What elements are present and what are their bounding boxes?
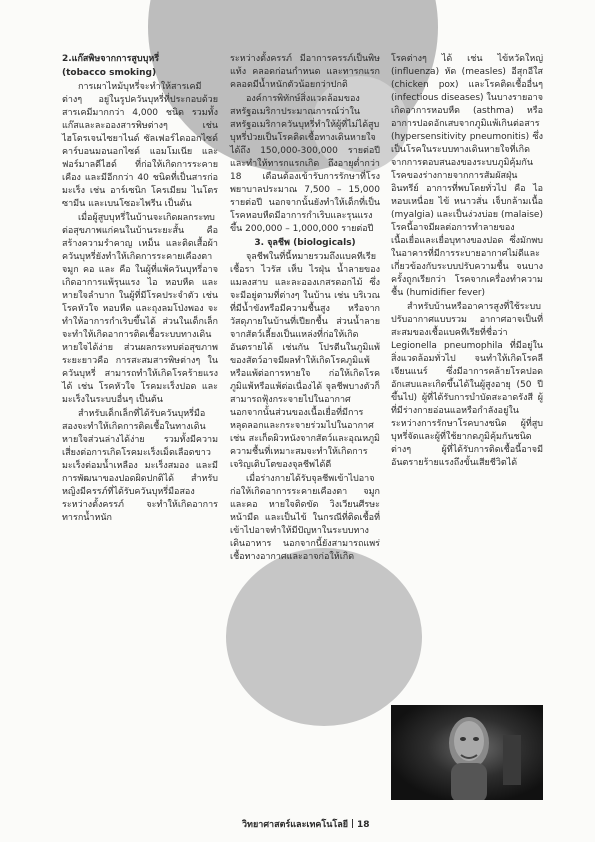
paragraph: องค์การพิทักษ์สิ่งแวดล้อมของสหรัฐอเมริกาประมาณการณ์ว่าในสหรัฐอเมริกาควันบุหรี่ทำให้ผู้ที่ไม่ได้สูบบุหรี่ป่วยเป็นโรคติดเชื้อทางเดินหายใจได้ถึง 150,000-300,000 รายต่อปี และทำให้ทารกแรกเกิด ถึงอายุต่ำกว่า 18 เดือนต้องเข้ารับการรักษาที่โรงพยาบาลประมาณ 7,500 – 15,000 รายต่อปี นอกจากนั้นยังทำให้เด็กที่เป็นโรคหอบหืดมีอาการกำเริบและรุนแรงขึ้น 200,000 – 1,000,000 รายต่อปี	[230, 94, 380, 234]
section-heading-biologicals: 3. จุลชีพ (biologicals)	[254, 238, 356, 248]
page-footer	[242, 817, 372, 831]
section-heading-tobacco: 2.แก๊สพิษจากการสูบบุหรี่	[62, 54, 160, 64]
paragraph: สำหรับบ้านหรืออาคารสูงที่ใช้ระบบปรับอากาศแบบรวม อากาศอาจเป็นที่สะสมของเชื้อแบคทีเรียที่ชื่อว่า Legionella pneumophila ที่มีอยู่ในสิ่งแวดล้อมทั่วไป จนทำให้เกิดโรคลีเจียนแนร์ ซึ่งมีอาการคล้ายโรคปอดอักเสบและเกิดขึ้นได้ในผู้สูงอายุ (50 ปีขึ้นไป) ผู้ที่ได้รับการบำบัดสะอาดรังสี ผู้ที่มีร่างกายอ่อนแอหรือกำลังอยู่ในระหว่างการรักษาโรคบางชนิด ผู้ที่สูบบุหรี่จัดและผู้ที่ใช้ยากดภูมิคุ้มกันชนิดต่างๆ ผู้ที่ได้รับการติดเชื้อนี้อาจมีอันตรายร้ายแรงถึงขั้นเสียชีวิตได้	[391, 302, 543, 468]
page-number: 18	[357, 820, 370, 830]
column-middle	[230, 53, 380, 565]
paragraph: เมื่อผู้สูบบุหรี่ในบ้านจะเกิดผลกระทบต่อสุขภาพแก่คนในบ้านระยะสั้น คือ สร้างความรำคาญ เหม็น และติดเสื้อผ้า ควันบุหรี่ยังทำให้เกิดการระคายเคืองตา จมูก คอ และ คือ ในผู้ที่แพ้ควันบุหรี่อาจเกิดอาการแพ้รุนแรง ไอ หอบหืด และหายใจลำบาก ในผู้ที่มีโรคประจำตัว เช่น โรคหัวใจ หอบหืด และถุงลมโป่งพอง จะทำให้อาการกำเริบขึ้นได้ ส่วนในเด็กเล็กจะทำให้เกิดอาการติดเชื้อระบบทางเดินหายใจได้ง่าย ส่วนผลกระทบต่อสุขภาพระยะยาวคือ การสะสมสารพิษต่างๆ ในควันบุหรี่ สามารถทำให้เกิดโรคร้ายแรงได้ เช่น โรคหัวใจ โรคมะเร็งปอด และมะเร็งในระบบอื่นๆ เป็นต้น	[62, 213, 218, 405]
paragraph: จุลชีพในที่นี้หมายรวมถึงแบคทีเรีย เชื้อรา ไวรัส เห็บ ไรฝุ่น น้ำลายของ แมลงสาบ และละอองเกสรดอกไม้ ซึ่งจะมีอยู่ตามที่ต่างๆ ในบ้าน เช่น บริเวณที่มีน้ำขังหรือมีความชื้นสูง หรือจากวัสดุภายในบ้านที่เปียกชื้น ส่วนน้ำลายจากสัตว์เลี้ยงเป็นแหล่งที่ก่อให้เกิดอันตรายได้ เช่นกัน โปรตีนในภูมิแพ้ของสัตว์อาจมีผลทำให้เกิดโรคภูมิแพ้หรือแพ้ต่อการหายใจ ก่อให้เกิดโรคภูมิแพ้หรือแพ้ต่อเนื่องได้ จุลชีพบางตัวก็สามารถฟุ้งกระจายไปในอากาศนอกจากนั้นส่วนของเนื้อเยื่อที่มีการหลุดลอกและกระจายร่วมไปในอากาศ เช่น สะเก็ดผิวหนังจากสัตว์และอุณหภูมิ ความชื้นที่เหมาะสมจะทำให้เกิดการเจริญเติบโตของจุลชีพได้ดี	[230, 252, 380, 470]
footer-divider	[352, 819, 353, 828]
magazine-name: วิทยาศาสตร์และเทคโนโลยี	[242, 820, 349, 830]
paragraph: ระหว่างตั้งครรภ์ มีอาการครรภ์เป็นพิษ แท้ง คลอดก่อนกำหนด และทารกแรกคลอดมีน้ำหนักตัวน้อยกว่าปกติ	[230, 54, 380, 90]
paragraph: การเผาไหม้บุหรี่จะทำให้สารเคมีต่างๆ อยู่ในรูปควันบุหรี่ที่ประกอบด้วยสารเคมีมากกว่า 4,000 ชนิด รวมทั้งแก๊สและละอองสารพิษต่างๆ เช่น ไฮโดรเจนไซยาไนด์ ซัลเฟอร์ไดออกไซด์ คาร์บอนมอนอกไซด์ แอมโมเนีย และฟอร์มาลดีไฮด์ ที่ก่อให้เกิดการระคายเคือง และมีอีกกว่า 40 ชนิดที่เป็นสารก่อมะเร็ง เช่น อาร์เซนิก โครเมียม ไนโตรซามีน และเบนโซอะไพรีน เป็นต้น	[62, 82, 218, 209]
section-heading-tobacco-en: (tobacco smoking)	[62, 68, 157, 78]
paragraph: เมื่อร่างกายได้รับจุลชีพเข้าไปอาจก่อให้เกิดอาการระคายเคืองตา จมูก และคอ หายใจติดขัด วิงเวียนศีรษะ หน้ามืด และเป็นไข้ ในกรณีที่ติดเชื้อที่เข้าไปอาจทำให้มีปัญหาในระบบทางเดินอาหาร นอกจากนี้ยังสามารถแพร่เชื้อทางอากาศและอาจก่อให้เกิด	[230, 474, 380, 562]
paragraph: สำหรับเด็กเล็กที่ได้รับควันบุหรี่มือสองจะทำให้เกิดการติดเชื้อในทางเดินหายใจส่วนล่างได้ง่าย รวมทั้งมีความเสี่ยงต่อการเกิดโรคมะเร็งเม็ดเลือดขาว มะเร็งต่อมน้ำเหลือง มะเร็งสมอง และมีการพัฒนาของปอดผิดปกติได้ สำหรับหญิงมีครรภ์ที่ได้รับควันบุหรี่มือสองระหว่างตั้งครรภ์ จะทำให้เกิดอาการทารกน้ำหนัก	[62, 409, 218, 523]
column-right	[391, 53, 543, 471]
decorative-circle-middle	[226, 548, 422, 726]
column-left	[62, 53, 218, 526]
person-portrait-photo	[391, 705, 543, 800]
paragraph: โรคต่างๆ ได้ เช่น ไข้หวัดใหญ่ (influenza) หัด (measles) อีสุกอีใส (chicken pox) และโรคติดเชื้ออื่นๆ (infectious diseases) ในบางรายอาจเกิดอาการหอบหืด (asthma) หรืออาการปอดอักเสบจากภูมิแพ้เกินต่อสาร (hypersensitivity pneumonitis) ซึ่งเป็นโรคในระบบทางเดินหายใจที่เกิดจากการตอบสนองของระบบภูมิคุ้มกันโรคของร่างกายจากการสัมผัสฝุ่นอินทรีย์ อาการที่พบโดยทั่วไป คือ ไอ หอบเหนื่อย ไข้ หนาวสั่น เจ็บกล้ามเนื้อ (myalgia) และเป็นง่วงบ่อย (malaise) โรคนี้อาจมีผลต่อการทำลายของเนื้อเยื่อและเยื่อบุทางของปอด ซึ่งมักพบในอาคารที่มีการระบายอากาศไม่ดีและเกี่ยวข้องกับระบบปรับความชื้น จนบางครั้งถูกเรียกว่า โรคจากเครื่องทำความชื้น (humidifier fever)	[391, 54, 544, 298]
portrait-illustration	[391, 705, 543, 800]
